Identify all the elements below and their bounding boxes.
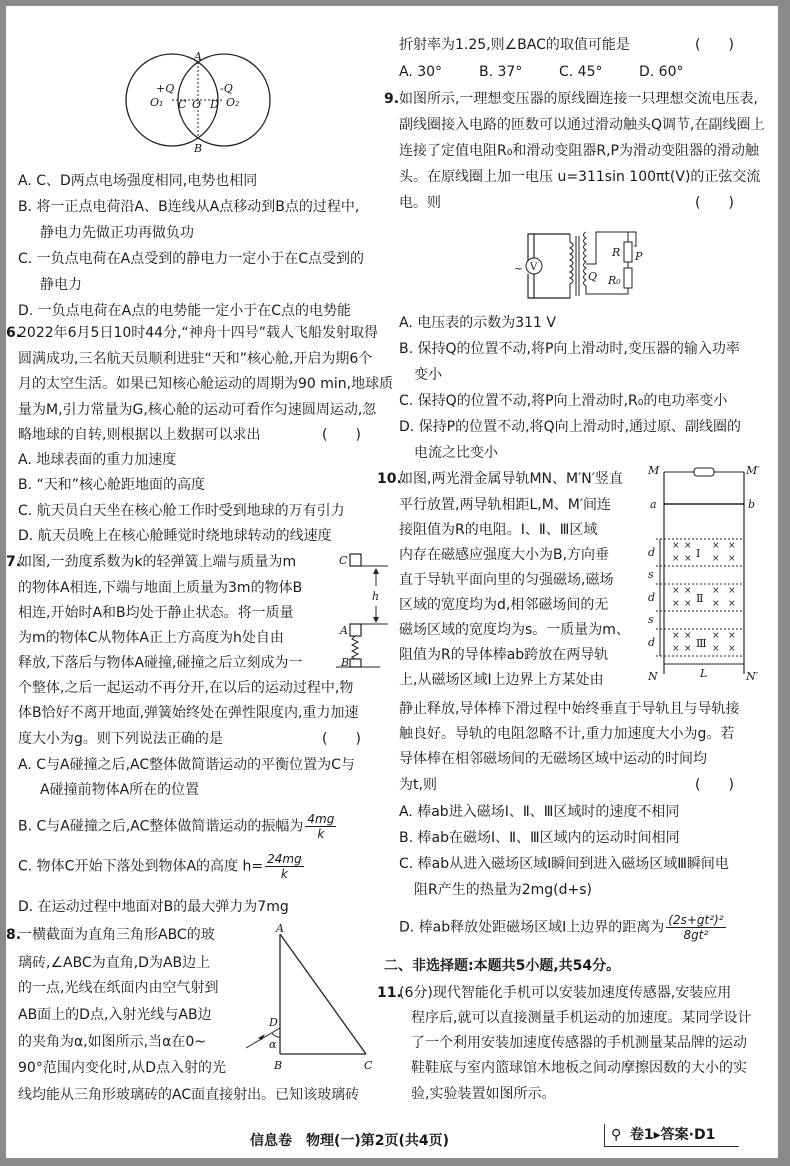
q6-option-c: C. 航天员白天坐在核心舱工作时受到地球的万有引力 — [18, 503, 345, 519]
q7-stem-line: 个整体,之后一起运动不再分开,在以后的运动过程中,物 — [18, 680, 354, 696]
q10-stem-line: 磁场区域的宽度均为s。一质量为m、 — [399, 622, 630, 638]
figure-label: R₀ — [608, 274, 621, 287]
q11-number: 11. — [377, 985, 402, 1001]
fraction — [265, 852, 304, 881]
figure-label: Ⅱ — [696, 592, 704, 605]
q7-stem-line: 相连,开始时A和B均处于静止状态。将一质量 — [18, 605, 294, 621]
q9-option-c: C. 保持Q的位置不动,将P向上滑动时,R₀的电功率变小 — [399, 393, 728, 409]
q8-option-a: A. 30° — [399, 64, 443, 80]
q5-option-d: D. 一负点电荷在A点的电势能一定小于在C点的电势能 — [18, 303, 352, 319]
q7-option-a-cont: A碰撞前物体A所在的位置 — [40, 782, 200, 798]
q7-option-c — [18, 852, 304, 881]
q7-stem-line: 度大小为g。则下列说法正确的是 — [18, 731, 223, 747]
q9-stem-line: 电。则 — [399, 195, 441, 211]
figure-label: α — [269, 1038, 277, 1051]
magnetic-field-rails-figure — [640, 462, 762, 682]
field-cross-mark: × — [672, 586, 680, 596]
denominator: 8gt² — [683, 928, 709, 942]
q5-option-a: A. C、D两点电场强度相同,电势也相同 — [18, 173, 258, 189]
section-2-title: 二、非选择题:本题共5小题,共54分。 — [384, 958, 621, 974]
q8-stem-line: 的夹角为α,如图所示,当α在0~ — [18, 1034, 206, 1050]
field-cross-mark: × — [728, 644, 736, 654]
q8-option-b: B. 37° — [479, 64, 523, 80]
q10-stem-line: 触良好。导轨的电阻忽略不计,重力加速度大小为g。若 — [399, 726, 735, 742]
q10-stem-line: 内存在磁感应强度大小为B,方向垂 — [399, 547, 610, 563]
q6-answer-paren: ( ) — [322, 427, 361, 443]
q5-option-b: B. 将一正点电荷沿A、B连线从A点移动到B点的过程中, — [18, 199, 360, 215]
q8-option-c: C. 45° — [559, 64, 603, 80]
figure-label: N′ — [746, 670, 759, 682]
q7-stem-line: 体B恰好不离开地面,弹簧始终处在弹性限度内,重力加速 — [18, 705, 359, 721]
q7-stem-line: 释放,下落后与物体A碰撞,碰撞之后立刻成为一 — [18, 655, 303, 671]
field-cross-mark: × — [728, 631, 736, 641]
field-cross-mark: × — [728, 586, 736, 596]
field-cross-mark: × — [684, 586, 692, 596]
field-cross-mark: × — [684, 554, 692, 564]
field-cross-mark: × — [672, 599, 680, 609]
numerator: 4mg — [307, 812, 335, 826]
q6-number: 6. — [6, 325, 22, 341]
figure-label: L — [700, 667, 708, 680]
q8-stem-line: 90°范围内变化时,从D点入射的光 — [18, 1060, 227, 1076]
q7-option-d: D. 在运动过程中地面对B的最大弹力为7mg — [18, 899, 289, 915]
figure-label: Ⅰ — [696, 547, 701, 560]
q6-stem-line: 量为M,引力常量为G,核心舱的运动可看作匀速圆周运动,忽 — [18, 402, 377, 418]
q6-option-a: A. 地球表面的重力加速度 — [18, 452, 177, 468]
field-cross-mark: × — [672, 541, 680, 551]
figure-label: Ⅲ — [696, 637, 707, 650]
q8-answer-paren: ( ) — [695, 37, 734, 53]
transformer-circuit-figure — [506, 226, 646, 306]
q7-option-c-text: C. 物体C开始下落处到物体A的高度 h= — [18, 858, 264, 875]
q7-number: 7. — [6, 554, 22, 570]
fraction — [666, 913, 725, 942]
field-cross-mark: × — [672, 644, 680, 654]
right-triangle-figure — [238, 924, 378, 1074]
field-cross-mark: × — [728, 599, 736, 609]
q9-option-b: B. 保持Q的位置不动,将P向上滑动时,变压器的输入功率 — [399, 341, 740, 357]
q9-option-b-cont: 变小 — [414, 367, 442, 383]
figure-label: P — [635, 250, 643, 263]
q10-stem-line: 上,从磁场区域Ⅰ上边界上方某处由 — [399, 672, 604, 688]
spring-blocks-figure — [332, 546, 392, 671]
figure-label: A — [194, 50, 202, 63]
q11-stem-line: 了一个利用安装加速度传感器的手机测量某品牌的运动 — [411, 1035, 747, 1051]
field-cross-mark: × — [684, 599, 692, 609]
field-cross-mark: × — [712, 541, 720, 551]
figure-label: O₂ — [226, 96, 240, 109]
q10-stem-line: 区域的宽度均为d,相邻磁场间的无 — [399, 597, 609, 613]
q7-answer-paren: ( ) — [322, 731, 361, 747]
q9-option-d: D. 保持P的位置不动,将Q向上滑动时,通过原、副线圈的 — [399, 419, 742, 435]
figure-label: B — [341, 656, 350, 669]
field-cross-mark: × — [712, 599, 720, 609]
figure-label: M′ — [746, 464, 760, 477]
q10-stem-line: 阻值为R的导体棒ab跨放在两导轨 — [399, 647, 609, 663]
field-cross-mark: × — [712, 644, 720, 654]
q9-stem-line: 头。在原线圈上加一电压 u=311sin 100πt(V)的正弦交流 — [399, 169, 761, 185]
field-cross-mark: × — [728, 554, 736, 564]
q9-stem-line: 副线圈接入电路的匝数可以通过滑动触头Q调节,在副线圈上 — [399, 117, 765, 133]
figure-label: s — [648, 613, 654, 626]
q8-stem-line: 的一点,光线在纸面内由空气射到 — [18, 980, 219, 996]
figure-label: C — [178, 98, 187, 111]
q7-stem-line: 为m的物体C从物体A正上方高度为h处自由 — [18, 630, 284, 646]
q9-stem-line: 如图所示,一理想变压器的原线圈连接一只理想交流电压表, — [399, 91, 758, 107]
figure-label: A — [340, 624, 348, 637]
q10-stem-line: 导体棒在相邻磁场间的无磁场区域中运动的时间均 — [399, 751, 707, 767]
q10-option-c-cont: 阻R产生的热量为2mg(d+s) — [414, 882, 592, 898]
figure-label: B — [194, 142, 203, 155]
q6-stem-line: 略地球的自转,则根据以上数据可以求出 — [18, 427, 261, 443]
q9-option-a: A. 电压表的示数为311 V — [399, 315, 556, 331]
figure-label: O — [192, 98, 202, 111]
figure-label: M — [648, 464, 660, 477]
q8-number: 8. — [6, 927, 22, 943]
figure-label: ~ — [514, 262, 524, 275]
q9-number: 9. — [384, 91, 400, 107]
q7-stem-line: 如图,一劲度系数为k的轻弹簧上端与质量为m — [18, 554, 297, 570]
q10-stem-line: 平行放置,两导轨相距L,M、M′间连 — [399, 497, 612, 513]
q9-answer-paren: ( ) — [695, 195, 734, 211]
q10-stem-line: 为t,则 — [399, 777, 437, 793]
figure-label: d — [648, 591, 656, 604]
denominator: k — [280, 867, 288, 881]
q11-stem-line: 程序后,就可以直接测量手机运动的加速度。某同学设计 — [411, 1010, 752, 1026]
q9-option-d-cont: 电流之比变小 — [414, 445, 498, 461]
q8-stem-line: 折射率为1.25,则∠BAC的取值可能是 — [399, 37, 630, 53]
q10-answer-paren: ( ) — [695, 777, 734, 793]
denominator: k — [317, 827, 325, 841]
q11-stem-line: (6分)现代智能化手机可以安装加速度传感器,安装应用 — [399, 985, 732, 1001]
fraction — [305, 812, 336, 841]
q6-option-d: D. 航天员晚上在核心舱睡觉时绕地球转动的线速度 — [18, 528, 332, 544]
page-footer: 信息卷 物理(一)第2页(共4页) — [250, 1133, 450, 1149]
field-cross-mark: × — [728, 541, 736, 551]
q8-option-d: D. 60° — [639, 64, 684, 80]
q10-option-d — [399, 913, 726, 942]
q5-option-c: C. 一负点电荷在A点受到的静电力一定小于在C点受到的 — [18, 251, 365, 267]
q8-stem-line: 璃砖,∠ABC为直角,D为AB边上 — [18, 955, 211, 971]
field-cross-mark: × — [684, 631, 692, 641]
q10-option-a: A. 棒ab进入磁场Ⅰ、Ⅱ、Ⅲ区域时的速度不相同 — [399, 804, 680, 820]
field-cross-mark: × — [684, 541, 692, 551]
figure-label: b — [748, 498, 756, 511]
field-cross-mark: × — [672, 631, 680, 641]
answer-link[interactable] — [604, 1124, 739, 1147]
q8-stem-line: AB面上的D点,入射光线与AB边 — [18, 1007, 212, 1023]
q11-stem-line: 鞋鞋底与室内篮球馆木地板之间动摩擦因数的大小的实 — [411, 1060, 747, 1076]
figure-label: D — [210, 98, 219, 111]
q9-stem-line: 连接了定值电阻R₀和滑动变阻器R,P为滑动变阻器的滑动触 — [399, 143, 759, 159]
q10-stem-line: 如图,两光滑金属导轨MN、M′N′竖直 — [399, 471, 623, 487]
q10-number: 10. — [377, 471, 402, 487]
q10-stem-line: 接阻值为R的电阻。Ⅰ、Ⅱ、Ⅲ区域 — [399, 522, 598, 538]
figure-label: O₁ — [150, 96, 164, 109]
field-cross-mark: × — [712, 554, 720, 564]
answer-link-label: 卷1▸答案·D1 — [629, 1127, 716, 1143]
q10-stem-line: 静止释放,导体棒下滑过程中始终垂直于导轨且与导轨接 — [399, 701, 740, 717]
figure-label: N — [648, 670, 658, 682]
figure-label: A — [276, 924, 284, 935]
q5-option-b-cont: 静电力先做正功再做负功 — [40, 225, 194, 241]
q11-stem-line: 验,实验装置如图所示。 — [411, 1086, 556, 1102]
numerator: 24mg — [267, 852, 302, 866]
exam-page — [6, 6, 778, 1158]
q7-stem-line: 的物体A相连,下端与地面上质量为3m的物体B — [18, 580, 303, 596]
q10-option-d-text: D. 棒ab释放处距磁场区域Ⅰ上边界的距离为 — [399, 919, 665, 936]
figure-label: B — [274, 1059, 283, 1072]
figure-label: D — [269, 1016, 278, 1029]
two-circles-figure — [114, 50, 284, 160]
q6-stem-line: 月的太空生活。如果已知核心舱运动的周期为90 min,地球质 — [18, 376, 394, 392]
field-cross-mark: × — [712, 586, 720, 596]
figure-label: -Q — [220, 82, 233, 95]
q6-option-b: B. “天和”核心舱距地面的高度 — [18, 477, 206, 493]
field-cross-mark: × — [684, 644, 692, 654]
q8-stem-line: 一横截面为直角三角形ABC的玻 — [18, 927, 215, 943]
figure-label: V — [530, 262, 538, 273]
q10-stem-line: 直于导轨平面向里的匀强磁场,磁场 — [399, 572, 614, 588]
q7-option-b — [18, 812, 336, 841]
figure-label: Q — [588, 270, 598, 283]
q8-stem-line: 线均能从三角形玻璃砖的AC面直接射出。已知该玻璃砖 — [18, 1087, 360, 1103]
q7-option-b-text: B. C与A碰撞之后,AC整体做简谐运动的振幅为 — [18, 818, 304, 835]
q10-option-b: B. 棒ab在磁场Ⅰ、Ⅱ、Ⅲ区域内的运动时间相同 — [399, 830, 680, 846]
figure-label: s — [648, 568, 654, 581]
figure-label: d — [648, 546, 656, 559]
figure-label: C — [364, 1059, 373, 1072]
figure-label: h — [372, 590, 380, 603]
numerator: (2s+gt²)² — [668, 913, 724, 927]
field-cross-mark: × — [672, 554, 680, 564]
q6-stem-line: 圆满成功,三名航天员顺利进驻“天和”核心舱,开启为期6个 — [18, 351, 373, 367]
figure-label: a — [650, 498, 657, 511]
q5-option-c-cont: 静电力 — [40, 277, 82, 293]
q10-option-c: C. 棒ab从进入磁场区域Ⅰ瞬间到进入磁场区域Ⅲ瞬间电 — [399, 856, 729, 872]
figure-label: +Q — [156, 82, 175, 95]
figure-label: d — [648, 636, 656, 649]
q7-option-a: A. C与A碰撞之后,AC整体做简谐运动的平衡位置为C与 — [18, 757, 355, 773]
search-icon: ⚲ — [611, 1127, 622, 1143]
field-cross-mark: × — [712, 631, 720, 641]
q6-stem-line: 2022年6月5日10时44分,“神舟十四号”载人飞船发射取得 — [18, 325, 379, 341]
figure-label: R — [612, 246, 621, 259]
figure-label: C — [339, 554, 348, 567]
